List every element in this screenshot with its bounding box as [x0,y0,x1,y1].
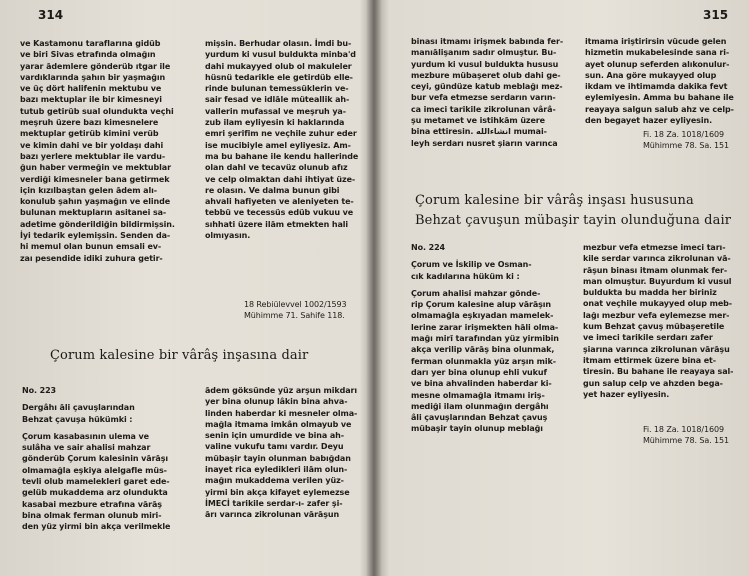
text-line: tutub getirüb sual olundukta veçhi [20,106,174,116]
text-line: linden haberdar ki mesneler olma- [205,408,358,418]
right-page-reference-bottom [643,424,729,447]
text-line: onat veçhile mukayyed olup meb- [583,299,732,309]
text-line: mağla itmama imkân olmayub ve [205,419,352,429]
text-line: hüsnü tedarikle ele getirdüb elle- [205,72,353,82]
text-line: mağı mirī tarafından yüz yirmibin [411,334,559,344]
text-line: bur vefa etmezse serdarın varın- [411,93,556,103]
text-line: gönderüb Çorum kalesinin vārāşı [22,454,169,464]
text-line: gelüb mukaddema arz olundukta [22,488,168,498]
text-line: mişsin. Berhudar olasın. İmdi bu- [205,39,352,48]
text-line: vardıklarında şahın bir yaşmağın [20,72,166,82]
reference-date: Fi. 18 Za. 1018/1609 [643,130,724,139]
text-line: ve kimin dahi ve bir yoldaşı dahi [20,140,164,150]
text-line: akça verilip vārāş bina olunmak, [411,345,555,355]
text-line: meşruh üzere bazı kimesnelere [20,118,159,128]
text-line: ādem göksünde yüz arşun mikdarı [205,386,358,395]
text-line: lağı mezbur vefa eylemezse mer- [583,310,730,320]
text-line: ise mucibiyle amel eyliyesiz. Am- [205,140,351,150]
text-line: re olasın. Ve dalma bunun gibi [205,185,340,195]
text-line: âli çavuşlarından Behzat çavuş [411,413,548,423]
text-line: Çorum ahalisi mahzar gönde- [411,288,541,298]
text-line: darı yer bina olunup ehli vukuf [411,367,547,377]
reference-date: Fi. 18 Za. 1018/1609 [643,425,724,434]
text-line: mübaşir tayin olunman babığdan [205,453,351,463]
left-page-column-a [20,38,175,264]
text-line: yirmi bin akça kifayet eylemezse [205,487,350,497]
text-line: ahvali hafiyeten ve aleniyeten te- [205,197,354,207]
text-line: leyh serdarı nusret şiarın varınca [411,138,558,148]
text-line: vallerin mufassal ve meşruh ya- [205,106,346,116]
text-line: tiresin. Bu bahane ile reayaya sal- [583,367,734,377]
text-line: man olmuştur. Buyurdum ki vusul [583,276,732,286]
text-line: sair fesad ve idlāle müteallik ah- [205,95,350,105]
page-number-left: 314 [38,8,64,22]
section-title-line-1: Çorum kalesine bir vârâş inşası hususuna [415,193,694,208]
left-page-reference [244,299,347,322]
text-line: ikdam ve ihtimamda dakika fevt [585,82,728,92]
text-line: Behzat çavuşa hükümki : [22,414,133,424]
text-line: senin için umurdide ve bina ah- [205,431,344,441]
text-line: den yüz yirmi bin akça verilmekle [22,522,171,532]
text-line: cık kadılarına hüküm ki : [411,271,520,281]
text-line: ferman olunmakla yüz arşın mik- [411,356,556,366]
text-line: verdiği kimesneler bana getirmek [20,174,170,184]
text-line: den begayet hazer eyliyesin. [585,116,713,126]
text-line: inayet rica eyledikleri ilām olun- [205,465,348,475]
text-line: bina ettiresin. ﺍﻧﺸﺎﺀﺍﻟﻠﻪ mumai- [411,127,547,137]
text-line: olmamağla eşkiya alelgafle müs- [22,465,167,475]
text-line: yer bina olunup lâkin bina ahva- [205,397,348,407]
text-line: Çorum kasabasının ulema ve [22,431,149,441]
left-page-column-d [205,385,357,521]
text-line: hizmetin mukabelesinde sana ri- [585,48,730,58]
left-page-column-b [205,38,358,241]
text-line: bazı mektuplar ile bir kimesneyi [20,95,162,105]
text-line: ma bu bahane ile kendu hallerinde [205,151,359,161]
reference-date: 18 Rebiülevvel 1002/1593 [244,300,347,309]
right-page-column-b [585,36,734,126]
text-line: mübaşir tayin olunup meblağı [411,424,543,434]
text-line: zaı pesendide idiki zuhura getir- [20,253,163,263]
text-line: manıālişanım sadır olmuştur. Bu- [411,48,557,58]
text-line: ārı varınca zikrolunan vārāşun [205,510,340,520]
text-line: mektuplar getirüb kimini verüb [20,129,159,139]
text-line: ve Kastamonu taraflarına gidüb [20,39,161,48]
section-title-text: Çorum kalesine bir vârâş inşasına dair [50,348,309,363]
text-line: yurdum ki vusul buldukta minba'd [205,50,356,60]
left-page-column-c [22,385,170,533]
text-line: No. 223 [22,386,57,395]
text-line: kile serdar varınca zikrolunan vā- [583,254,731,264]
text-line: bina olmak ferman olunub miri- [22,510,162,520]
text-line: binası itmamı irişmek babında fer- [411,37,564,46]
text-line: ca imeci tarikile zikrolunan vârâ- [411,104,556,114]
text-line: ve celp olmaktan dahi ihtiyat üze- [205,174,356,184]
text-line: bulunan mektupların asitanei sa- [20,208,167,218]
text-line: eylemiyesin. Amma bu bahane ile [585,93,734,103]
text-line: mesne olmamağla itmamı iriş- [411,390,545,400]
reference-source: Mühimme 78. Sa. 151 [643,436,730,446]
left-section-title [50,348,308,368]
text-line: mediği ilam olunmağın dergâhı [411,401,549,411]
text-line: No. 224 [411,243,446,252]
section-title-line-2: Behzat çavuşun mübaşir tayin olunduğuna dair [415,213,732,228]
reference-source: Mühimme 71. Sahife 118. [244,311,345,321]
left-page [0,0,374,576]
text-line: ve bina ahvalinden haberdar ki- [411,379,552,389]
text-line: yarar ādemlere gönderüb ıtgar ile [20,61,171,71]
page-number-right: 315 [703,8,729,22]
text-line: İMECİ tarikile serdar-ı- zafer şi- [205,498,343,508]
text-line: dahi mukayyed olub ol makuleler [205,61,352,71]
text-line: mağın mukaddema verilen yüz- [205,476,344,486]
reference-source: Mühimme 78. Sa. 151 [643,141,730,151]
text-line: tebbü ve tecessüs edüb vukuu ve [205,208,354,218]
right-page [375,0,749,576]
text-line: valine vukufu tamı vardır. Deyu [205,442,344,452]
text-line: kum Behzat çavuş mübaşeretile [583,322,725,332]
text-line: şu metamet ve istihkām üzere [411,116,545,126]
text-line: olmıyasın. [205,231,251,241]
right-page-column-c [411,242,559,435]
right-page-column-d [583,242,733,400]
text-line: konulub şahın yaşmağın ve elinde [20,197,171,207]
text-line: ceyi, gündüze katub meblağı mez- [411,82,563,92]
text-line: ve üç dört halifenin mektubu ve [20,84,162,94]
text-line: için kızılbaştan gelen ādem alı- [20,185,157,195]
text-line: ğun haber vermeğin ve mektublar [20,163,171,173]
text-line: sulâha ve sair ahalisi mahzar [22,443,151,453]
right-page-column-a [411,36,563,149]
text-line: reayaya salgun salub ahz ve celp- [585,104,734,114]
text-line: olmamağla eşkıyadan mamelek- [411,311,554,321]
text-line: İyi tedarik eylemişsin. Senden da- [20,231,171,241]
text-line: lerine zarar irişmekten hāli olma- [411,322,559,332]
text-line: sıhhati üzere ilām etmekten hali [205,219,349,229]
text-line: ve imeci tarikile serdarı zafer [583,333,713,343]
text-line: ve biri Sivas etrafında olmağın [20,50,156,60]
text-line: zub ilam eyliyesin ki haklarında [205,118,345,128]
text-line: buldukta bu madda her biriniz [583,288,717,298]
text-line: mezbure mübaşeret olub dahi ge- [411,70,561,80]
text-line: rinde bulunan temessüklerin ve- [205,84,349,94]
text-line: yet hazer eyliyesin. [583,389,670,399]
text-line: itmama iriştirirsin vücude gelen [585,37,727,46]
text-line: itmam ettirmek üzere bina et- [583,355,717,365]
text-line: Çorum ve İskilip ve Osman- [411,260,532,270]
text-line: ayet olunup seferden alıkonulur- [585,59,730,69]
text-line: yurdum ki vusul buldukta hususu [411,59,559,69]
right-page-reference-top [643,129,729,152]
text-line: bazı yerlere mektublar ile vardu- [20,151,166,161]
text-line: mezbur vefa etmezse imeci tarı- [583,243,726,252]
text-line: tevli olub mamelekleri garet ede- [22,477,170,487]
text-line: şiarına varınca zikrolunan vārāşu [583,344,730,354]
right-section-title [415,193,731,233]
text-line: olan dahl ve tecavüz olunub afız [205,163,348,173]
text-line: adetime gönderildiğin bildirmişsin. [20,219,175,229]
text-line: Dergâhı āli çavuşlarından [22,403,135,413]
text-line: sun. Ana göre mukayyed olup [585,70,717,80]
text-line: emri şerifim ne veçhile zuhur eder [205,129,357,139]
text-line: rāşun binası itmam olunmak fer- [583,265,728,275]
text-line: kasabai mezbure etrafına vārāş [22,499,162,509]
text-line: gun salup celp ve ahzden bega- [583,378,723,388]
text-line: rip Çorum kalesine alup vārāşın [411,300,552,310]
text-line: hi memul olan bunun emsali ev- [20,242,162,252]
